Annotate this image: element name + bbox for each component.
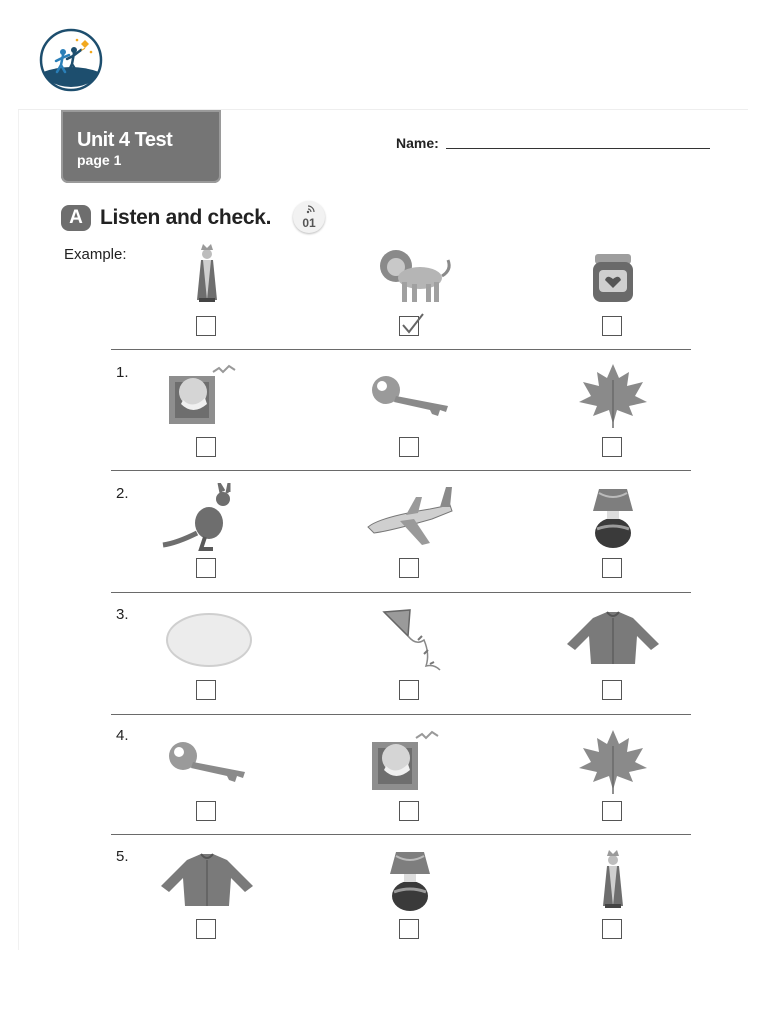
answer-checkbox[interactable] <box>602 680 622 700</box>
answer-checkbox[interactable] <box>196 919 216 939</box>
left-rule <box>18 110 19 950</box>
name-field[interactable] <box>446 148 710 149</box>
question-number: 3. <box>116 606 129 623</box>
answer-checkbox[interactable] <box>602 316 622 336</box>
checkmark-icon <box>399 311 425 337</box>
audio-waves-icon <box>306 205 316 214</box>
unit-header-box <box>61 110 221 183</box>
name-label: Name: <box>396 135 439 151</box>
jack-in-the-box-icon <box>157 360 257 430</box>
king-icon <box>157 240 257 310</box>
answer-checkbox[interactable] <box>602 801 622 821</box>
answer-checkbox[interactable] <box>399 680 419 700</box>
answer-checkbox[interactable] <box>399 558 419 578</box>
lamp-icon <box>563 483 663 553</box>
lamp-icon <box>360 846 460 916</box>
key-icon <box>157 726 257 796</box>
row-separator <box>111 349 691 350</box>
row-separator <box>111 592 691 593</box>
leaf-icon <box>563 726 663 796</box>
answer-checkbox[interactable] <box>602 919 622 939</box>
answer-checkbox[interactable] <box>399 801 419 821</box>
example-label: Example: <box>64 246 127 263</box>
question-number: 2. <box>116 485 129 502</box>
question-number: 1. <box>116 364 129 381</box>
question-number: 4. <box>116 727 129 744</box>
row-separator <box>111 834 691 835</box>
answer-checkbox[interactable] <box>196 437 216 457</box>
row-separator <box>111 470 691 471</box>
king-icon <box>563 846 663 916</box>
kangaroo-icon <box>157 483 257 553</box>
question-number: 5. <box>116 848 129 865</box>
row-separator <box>111 714 691 715</box>
answer-checkbox[interactable] <box>602 558 622 578</box>
answer-checkbox[interactable] <box>399 437 419 457</box>
page-label: page 1 <box>77 152 122 168</box>
leaf-icon <box>563 360 663 430</box>
answer-checkbox[interactable] <box>196 316 216 336</box>
section-heading <box>61 203 271 233</box>
answer-checkbox[interactable] <box>196 558 216 578</box>
kite-icon <box>360 604 460 674</box>
publisher-logo-icon <box>39 28 103 92</box>
jack-in-the-box-icon <box>360 726 460 796</box>
audio-track-number: 01 <box>302 216 316 230</box>
answer-checkbox[interactable] <box>399 316 419 336</box>
jacket-icon <box>563 604 663 674</box>
key-icon <box>360 360 460 430</box>
audio-track-badge <box>293 201 325 233</box>
lemon-icon <box>157 604 257 674</box>
section-letter: A <box>61 205 91 231</box>
jacket-icon <box>157 846 257 916</box>
section-instruction: Listen and check. <box>100 206 272 229</box>
jam-jar-icon <box>563 240 663 310</box>
lion-icon <box>360 240 460 310</box>
jet-icon <box>360 483 460 553</box>
answer-checkbox[interactable] <box>602 437 622 457</box>
answer-checkbox[interactable] <box>399 919 419 939</box>
answer-checkbox[interactable] <box>196 801 216 821</box>
answer-checkbox[interactable] <box>196 680 216 700</box>
unit-title: Unit 4 Test <box>77 129 173 151</box>
